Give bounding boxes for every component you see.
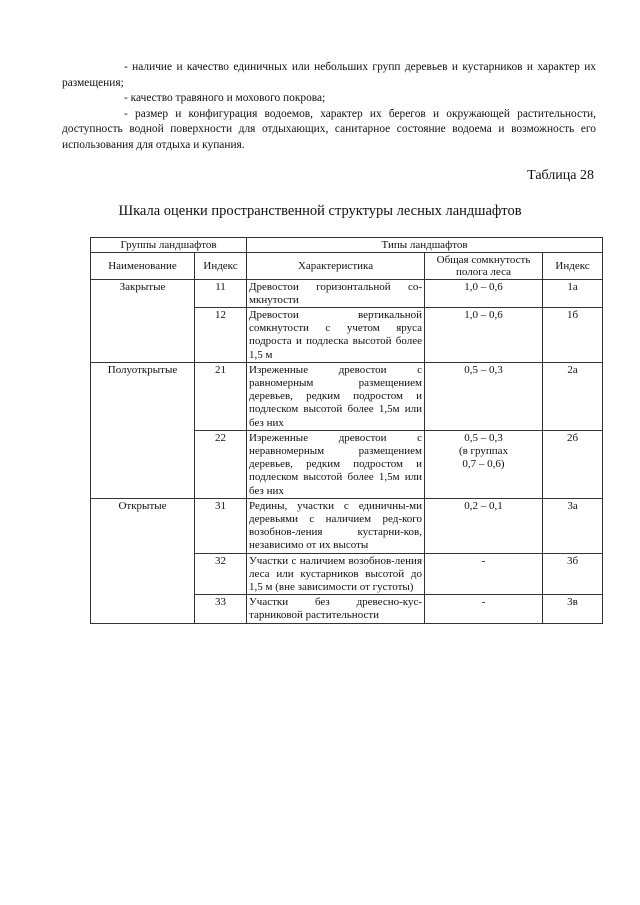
landscape-characteristic: Древостои горизонтальной со-мкнутости — [247, 279, 425, 307]
intro-paragraph: - наличие и качество единичных или небольших групп деревьев и кустарников и характер их размещения; — [62, 61, 596, 89]
types-header: Типы ландшафтов — [247, 238, 603, 253]
landscape-index: 11 — [195, 279, 247, 307]
landscape-characteristic: Редины, участки с единичны-ми деревьями с наличием ред-кого возобнов-ления кустарни-ков, независимо от их высоты — [247, 498, 425, 553]
canopy-density: 1,0 – 0,6 — [425, 279, 543, 307]
table-row — [91, 279, 603, 307]
table-title: Шкала оценки пространственной структуры лесных ландшафтов — [118, 203, 522, 219]
type-index: 3б — [543, 553, 603, 595]
intro-paragraph: - качество травяного и мохового покрова; — [124, 92, 326, 104]
group-header: Группы ландшафтов — [91, 238, 247, 253]
landscape-characteristic: Изреженные древостои с неравномерным размещением деревьев, редким подростом и подлеском высотой более 1,5м или без них — [247, 430, 425, 498]
landscape-characteristic: Изреженные древостои с равномерным размещением деревьев, редким подростом и подлеском высотой более 1,5м или без них — [247, 362, 425, 430]
type-index: 2а — [543, 362, 603, 430]
intro-paragraph: - размер и конфигурация водоемов, характер их берегов и окружающей растительности, доступность водной поверхности для отдыхающих, санитарное состояние водоема и возможность его использования для отдыха и купания. — [62, 107, 596, 151]
landscape-index: 33 — [195, 595, 247, 623]
landscape-index: 32 — [195, 553, 247, 595]
landscape-group-name: Закрытые — [91, 279, 195, 362]
intro-text — [62, 60, 596, 153]
col-type-index-header: Индекс — [543, 252, 603, 279]
table-number: Таблица 28 — [527, 168, 594, 183]
landscape-index: 21 — [195, 362, 247, 430]
type-index: 1а — [543, 279, 603, 307]
canopy-density: 0,5 – 0,3 (в группах 0,7 – 0,6) — [425, 430, 543, 498]
landscape-characteristic: Участки без древесно-кус-тарниковой растительности — [247, 595, 425, 623]
canopy-density: - — [425, 595, 543, 623]
canopy-density: 0,5 – 0,3 — [425, 362, 543, 430]
landscape-index: 31 — [195, 498, 247, 553]
type-index: 2б — [543, 430, 603, 498]
canopy-density: - — [425, 553, 543, 595]
col-density-header: Общая сомкнутость полога леса — [425, 252, 543, 279]
col-characteristic-header: Характеристика — [247, 252, 425, 279]
landscape-group-name: Полуоткрытые — [91, 362, 195, 498]
type-index: 3в — [543, 595, 603, 623]
landscape-index: 22 — [195, 430, 247, 498]
type-index: 1б — [543, 307, 603, 362]
landscape-characteristic: Древостои вертикальной сомкнутости с учетом яруса подроста и подлеска высотой более 1,5 м — [247, 307, 425, 362]
landscape-group-name: Открытые — [91, 498, 195, 623]
landscape-index: 12 — [195, 307, 247, 362]
landscape-structure-table — [90, 237, 603, 624]
canopy-density: 1,0 – 0,6 — [425, 307, 543, 362]
table-row — [91, 498, 603, 553]
canopy-density: 0,2 – 0,1 — [425, 498, 543, 553]
col-name-header: Наименование — [91, 252, 195, 279]
table-row — [91, 362, 603, 430]
col-index-header: Индекс — [195, 252, 247, 279]
landscape-characteristic: Участки с наличием возобнов-ления леса или кустарников высотой до 1,5 м (вне зависимости от густоты) — [247, 553, 425, 595]
table-body — [91, 279, 603, 623]
type-index: 3а — [543, 498, 603, 553]
